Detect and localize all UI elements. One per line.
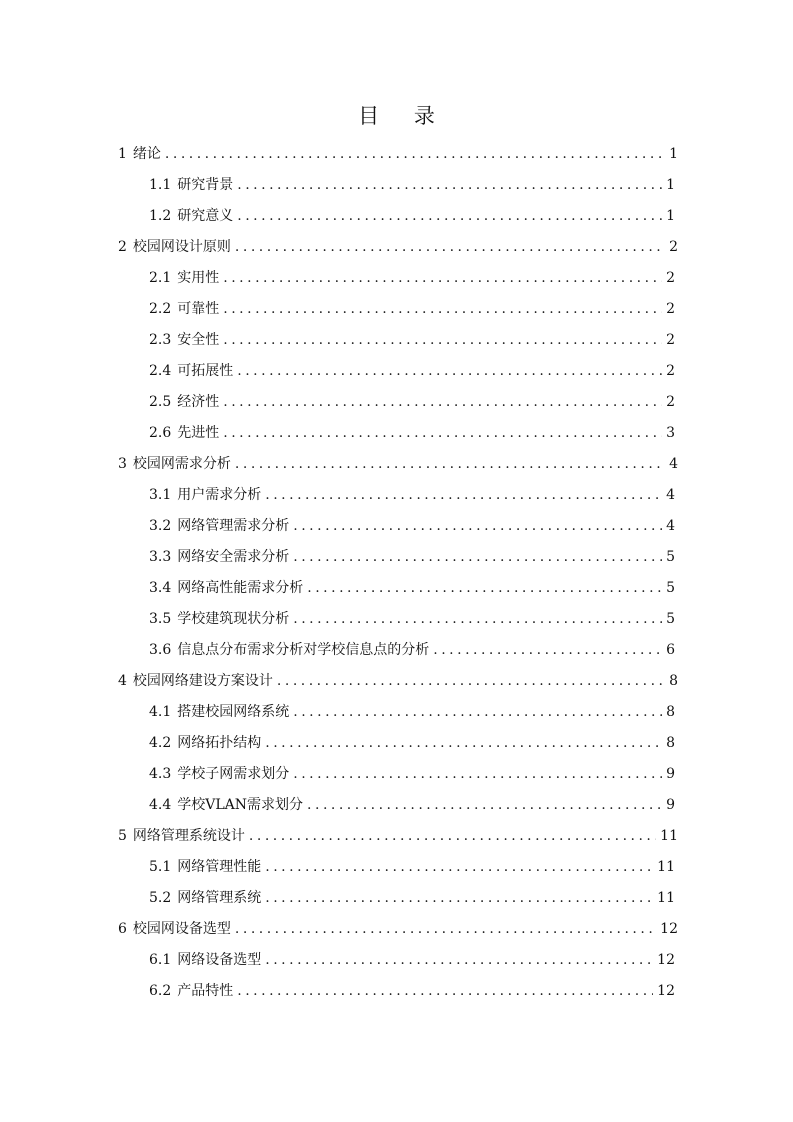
toc-entry[interactable] [149, 356, 675, 387]
toc-entry-title: 用户需求分析 [177, 487, 262, 503]
toc-entry-page-number: 2 [666, 394, 675, 410]
toc-entry[interactable] [149, 697, 675, 728]
toc-entry[interactable] [149, 790, 675, 821]
toc-dot-leader [265, 883, 653, 914]
toc-entry-number: 3.2 [149, 518, 172, 534]
toc-entry[interactable] [118, 139, 678, 170]
toc-entry-page-number: 4 [669, 456, 678, 472]
toc-entry-page-number: 8 [666, 704, 675, 720]
toc-dot-leader [307, 573, 662, 604]
toc-entry-number: 6.2 [149, 983, 172, 999]
toc-entry[interactable] [149, 511, 675, 542]
toc-dot-leader [277, 666, 665, 697]
toc-entry-page-number: 2 [666, 270, 675, 286]
toc-entry[interactable] [118, 914, 678, 945]
toc-dot-leader [293, 542, 662, 573]
toc-entry-page-number: 9 [666, 766, 675, 782]
toc-title: 目 录 [358, 104, 449, 128]
toc-entry-page-number: 5 [666, 580, 675, 596]
toc-entry-page-number: 1 [669, 146, 678, 162]
toc-entry-number: 2.2 [149, 301, 172, 317]
toc-entry-title: 研究意义 [177, 208, 234, 224]
toc-entry-page-number: 4 [666, 487, 675, 503]
toc-dot-leader [265, 945, 653, 976]
toc-entry-page-number: 2 [666, 301, 675, 317]
toc-entry-title: 绪论 [132, 146, 161, 162]
toc-entry-title: 产品特性 [177, 983, 234, 999]
toc-entry[interactable] [149, 325, 675, 356]
toc-entry-title: 信息点分布需求分析对学校信息点的分析 [177, 642, 430, 658]
toc-entry[interactable] [149, 883, 675, 914]
toc-dot-leader [249, 821, 656, 852]
toc-dot-leader [307, 790, 662, 821]
toc-dot-leader [235, 449, 665, 480]
toc-entry-number: 2.3 [149, 332, 172, 348]
toc-dot-leader [265, 480, 662, 511]
toc-entry-number: 5 [118, 828, 127, 844]
toc-entry-page-number: 11 [660, 828, 678, 844]
toc-entry-number: 2.4 [149, 363, 172, 379]
toc-entry-title: 学校子网需求划分 [177, 766, 290, 782]
toc-entry[interactable] [149, 418, 675, 449]
toc-entry[interactable] [149, 294, 675, 325]
toc-entry-number: 5.1 [149, 859, 172, 875]
toc-entry[interactable] [118, 449, 678, 480]
toc-entry-page-number: 6 [666, 642, 675, 658]
toc-entry[interactable] [149, 387, 675, 418]
toc-entry-title: 网络管理需求分析 [177, 518, 290, 534]
toc-entry[interactable] [118, 821, 678, 852]
toc-entry-number: 2.5 [149, 394, 172, 410]
toc-entry-page-number: 2 [669, 239, 678, 255]
toc-entry[interactable] [149, 759, 675, 790]
toc-dot-leader [235, 232, 665, 263]
toc-entry-number: 3.3 [149, 549, 172, 565]
toc-entry[interactable] [149, 728, 675, 759]
toc-entry-title: 学校建筑现状分析 [177, 611, 290, 627]
toc-entry-title: 可靠性 [177, 301, 220, 317]
toc-dot-leader [237, 201, 662, 232]
toc-dot-leader [223, 294, 662, 325]
toc-entry[interactable] [149, 480, 675, 511]
toc-dot-leader [223, 325, 662, 356]
toc-entry[interactable] [118, 232, 678, 263]
toc-entry-number: 6 [118, 921, 127, 937]
toc-entry-page-number: 2 [666, 332, 675, 348]
toc-entry-title: 经济性 [177, 394, 220, 410]
toc-entry-title: 可拓展性 [177, 363, 234, 379]
toc-entry-title: 网络拓扑结构 [177, 735, 262, 751]
toc-dot-leader [223, 387, 662, 418]
toc-entry-number: 2.1 [149, 270, 172, 286]
toc-entry[interactable] [149, 604, 675, 635]
toc-entry-title: 网络高性能需求分析 [177, 580, 304, 596]
toc-entry[interactable] [149, 635, 675, 666]
toc-entry-number: 6.1 [149, 952, 172, 968]
toc-entry-title: 网络管理系统设计 [132, 828, 245, 844]
toc-entry-title: 搭建校园网络系统 [177, 704, 290, 720]
toc-entry-page-number: 5 [666, 549, 675, 565]
toc-entry-page-number: 12 [660, 921, 678, 937]
toc-entry[interactable] [118, 666, 678, 697]
toc-entry-page-number: 12 [657, 983, 675, 999]
toc-entry-title: 先进性 [177, 425, 220, 441]
toc-dot-leader [237, 170, 662, 201]
toc-entry-number: 4.3 [149, 766, 172, 782]
toc-entry-number: 5.2 [149, 890, 172, 906]
toc-entry-title: 网络安全需求分析 [177, 549, 290, 565]
toc-dot-leader [165, 139, 665, 170]
toc-entry-number: 1.1 [149, 177, 172, 193]
toc-entry-number: 3.4 [149, 580, 172, 596]
toc-dot-leader [265, 728, 662, 759]
toc-entry-title: 网络管理系统 [177, 890, 262, 906]
toc-entry[interactable] [149, 945, 675, 976]
toc-entry-title: 网络设备选型 [177, 952, 262, 968]
toc-entry-number: 4.1 [149, 704, 172, 720]
toc-dot-leader [293, 697, 662, 728]
toc-entry-number: 1.2 [149, 208, 172, 224]
toc-entry[interactable] [149, 263, 675, 294]
toc-entry-number: 1 [118, 146, 127, 162]
toc-entry-page-number: 5 [666, 611, 675, 627]
toc-dot-leader [235, 914, 656, 945]
toc-dot-leader [223, 418, 662, 449]
toc-entry[interactable] [149, 976, 675, 1007]
toc-dot-leader [237, 356, 662, 387]
toc-entry-number: 4 [118, 673, 127, 689]
toc-entry-title: 校园网设备选型 [132, 921, 231, 937]
toc-entry-number: 3.6 [149, 642, 172, 658]
toc-entry-page-number: 11 [657, 890, 675, 906]
toc-entry-number: 2.6 [149, 425, 172, 441]
toc-entry-title: 学校VLAN需求划分 [177, 797, 304, 813]
toc-dot-leader [293, 759, 662, 790]
toc-entry-number: 2 [118, 239, 127, 255]
toc-entry-title: 校园网需求分析 [132, 456, 231, 472]
toc-entry-number: 4.2 [149, 735, 172, 751]
toc-dot-leader [265, 852, 653, 883]
toc-entry[interactable] [149, 573, 675, 604]
toc-entry-page-number: 12 [657, 952, 675, 968]
toc-entry-number: 3.5 [149, 611, 172, 627]
toc-entry-page-number: 4 [666, 518, 675, 534]
toc-entry-title: 实用性 [177, 270, 220, 286]
toc-dot-leader [293, 604, 662, 635]
toc-entry-page-number: 1 [666, 208, 675, 224]
toc-entry-page-number: 8 [669, 673, 678, 689]
toc-entry[interactable] [149, 852, 675, 883]
toc-entry-title: 校园网设计原则 [132, 239, 231, 255]
toc-entry-page-number: 3 [666, 425, 675, 441]
toc-entry-title: 校园网络建设方案设计 [132, 673, 273, 689]
toc-entry-number: 3.1 [149, 487, 172, 503]
toc-dot-leader [237, 976, 653, 1007]
toc-entry-page-number: 1 [666, 177, 675, 193]
toc-entry-number: 4.4 [149, 797, 172, 813]
toc-entry-page-number: 11 [657, 859, 675, 875]
toc-entry[interactable] [149, 201, 675, 232]
toc-entry-number: 3 [118, 456, 127, 472]
toc-dot-leader [293, 511, 662, 542]
toc-entry-page-number: 2 [666, 363, 675, 379]
toc-dot-leader [223, 263, 662, 294]
toc-entry-title: 安全性 [177, 332, 220, 348]
toc-entry-title: 研究背景 [177, 177, 234, 193]
toc-entry[interactable] [149, 170, 675, 201]
toc-entry-title: 网络管理性能 [177, 859, 262, 875]
toc-dot-leader [433, 635, 662, 666]
toc-entry-page-number: 8 [666, 735, 675, 751]
toc-entry-page-number: 9 [666, 797, 675, 813]
toc-entry[interactable] [149, 542, 675, 573]
